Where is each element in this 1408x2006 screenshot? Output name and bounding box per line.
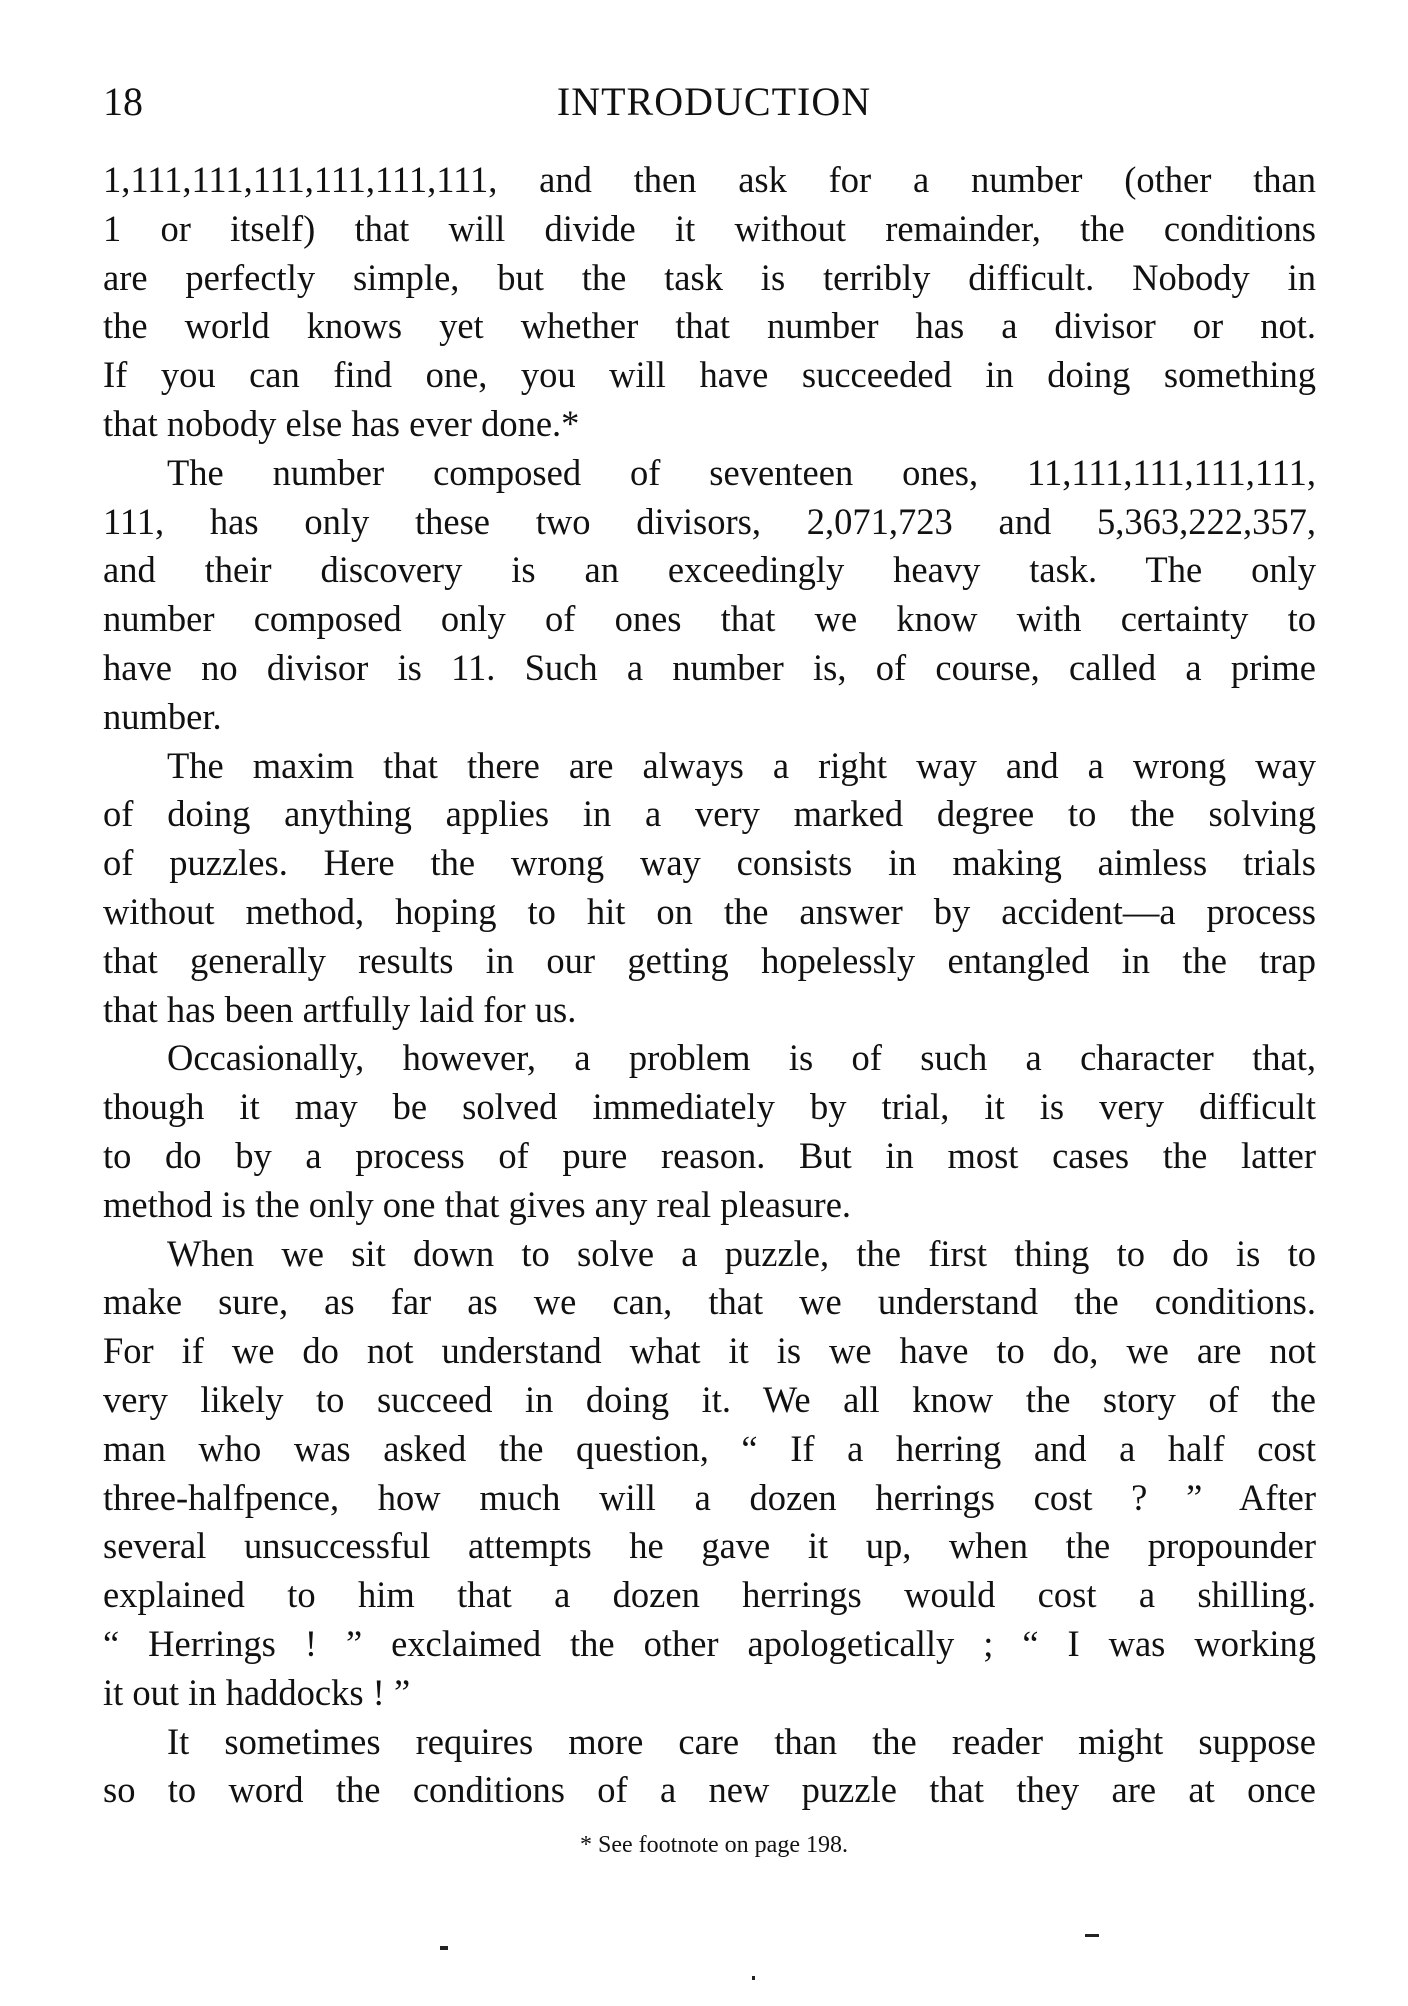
body-text bbox=[103, 156, 1316, 1815]
text-line: method is the only one that gives any real pleasure. bbox=[103, 1183, 852, 1225]
paragraph bbox=[103, 1230, 1316, 1718]
text-line: For if we do not understand what it is we have to do, we are not bbox=[103, 1330, 1316, 1372]
text-line: The maxim that there are always a right way and a wrong way bbox=[167, 744, 1316, 786]
text-line: that has been artfully laid for us. bbox=[103, 988, 577, 1030]
text-line: of puzzles. Here the wrong way consists in making aimless trials bbox=[103, 842, 1316, 884]
paragraph bbox=[103, 449, 1316, 742]
text-line: it out in haddocks ! ” bbox=[103, 1671, 411, 1713]
text-line: number. bbox=[103, 695, 222, 737]
text-line: though it may be solved immediately by trial, it is very difficult bbox=[103, 1086, 1316, 1128]
paragraph bbox=[103, 156, 1316, 449]
text-line: 111, has only these two divisors, 2,071,723 and 5,363,222,357, bbox=[103, 500, 1316, 542]
text-line: “ Herrings ! ” exclaimed the other apologetically ; “ I was working bbox=[103, 1622, 1316, 1664]
scan-speck bbox=[1085, 1934, 1099, 1937]
text-line: to do by a process of pure reason. But in most cases the latter bbox=[103, 1134, 1316, 1176]
text-line: When we sit down to solve a puzzle, the first thing to do is to bbox=[167, 1232, 1316, 1274]
paragraph bbox=[103, 1034, 1316, 1229]
text-line: without method, hoping to hit on the answer by accident—a process bbox=[103, 890, 1316, 932]
text-line: of doing anything applies in a very marked degree to the solving bbox=[103, 793, 1316, 835]
running-header-title: INTRODUCTION bbox=[556, 79, 872, 124]
text-line: and their discovery is an exceedingly heavy task. The only bbox=[103, 549, 1316, 591]
text-line: that generally results in our getting hopelessly entangled in the trap bbox=[103, 939, 1316, 981]
footnote: * See footnote on page 198. bbox=[580, 1832, 848, 1858]
text-line: number composed only of ones that we know with certainty to bbox=[103, 598, 1316, 640]
text-line: that nobody else has ever done.* bbox=[103, 402, 580, 444]
text-line: Occasionally, however, a problem is of such a character that, bbox=[167, 1037, 1316, 1079]
scan-speck bbox=[752, 1976, 755, 1980]
text-line: have no divisor is 11. Such a number is, of course, called a prime bbox=[103, 646, 1316, 688]
text-line: If you can find one, you will have succeeded in doing something bbox=[103, 354, 1316, 396]
paragraph bbox=[103, 742, 1316, 1035]
text-line: explained to him that a dozen herrings would cost a shilling. bbox=[103, 1574, 1316, 1616]
paragraph bbox=[103, 1718, 1316, 1816]
text-line: are perfectly simple, but the task is terribly difficult. Nobody in bbox=[103, 256, 1316, 298]
text-line: so to word the conditions of a new puzzle that they are at once bbox=[103, 1769, 1316, 1811]
text-line: The number composed of seventeen ones, 11,111,111,111,111, bbox=[167, 451, 1316, 493]
text-line: the world knows yet whether that number has a divisor or not. bbox=[103, 305, 1316, 347]
text-line: man who was asked the question, “ If a herring and a half cost bbox=[103, 1427, 1316, 1469]
page-number: 18 bbox=[103, 79, 143, 124]
text-line: 1,111,111,111,111,111,111, and then ask for a number (other than bbox=[103, 159, 1316, 200]
text-line: It sometimes requires more care than the reader might suppose bbox=[167, 1720, 1316, 1762]
text-line: several unsuccessful attempts he gave it up, when the propounder bbox=[103, 1525, 1316, 1567]
text-line: 1 or itself) that will divide it without remainder, the conditions bbox=[103, 207, 1316, 249]
text-line: three-halfpence, how much will a dozen herrings cost ? ” After bbox=[103, 1476, 1316, 1518]
text-line: very likely to succeed in doing it. We all know the story of the bbox=[103, 1378, 1316, 1420]
text-line: make sure, as far as we can, that we understand the conditions. bbox=[103, 1281, 1316, 1323]
scan-speck bbox=[440, 1946, 448, 1950]
